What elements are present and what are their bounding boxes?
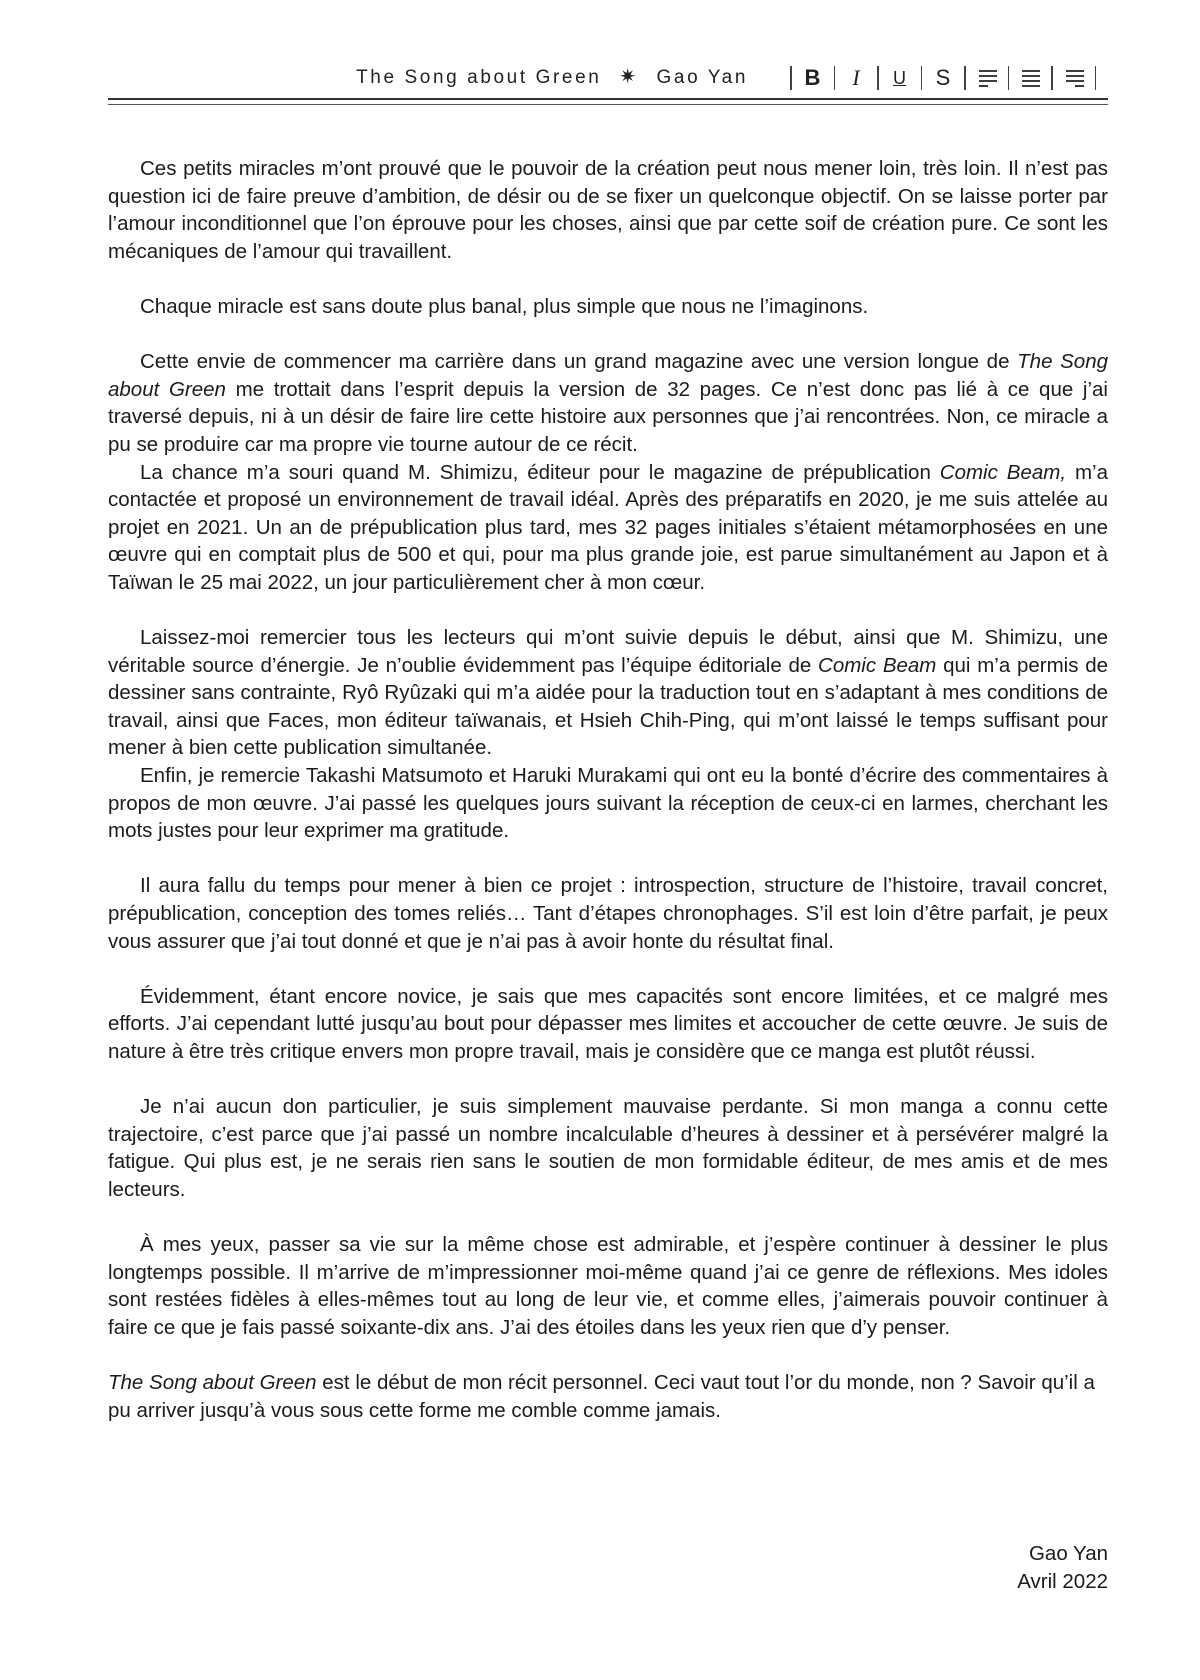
magazine-title-italic: Comic Beam — [818, 653, 937, 677]
underline-button[interactable]: U — [893, 68, 906, 88]
book-title-italic: The Song about Green — [108, 1371, 317, 1395]
align-justify-button[interactable] — [1021, 68, 1039, 88]
book-title: The Song about Green — [356, 67, 602, 88]
toolbar-divider — [1095, 66, 1097, 90]
align-right-button[interactable] — [1065, 68, 1083, 88]
document-body — [108, 155, 1108, 1424]
paragraph: Cette envie de commencer ma carrière dans un grand magazine avec une version longue de The Song about Green me trottait dans l’esprit depuis la version de 32 pages. Ce n’est donc pas lié à ce que j’ai traversé depuis, ni à un désir de faire lire cette histoire aux personnes que j’ai rencontrées. Non, ce miracle a pu se produire car ma propre vie tourne autour de ce récit. — [108, 350, 1108, 456]
paragraph: Ces petits miracles m’ont prouvé que le pouvoir de la création peut nous mener loin, très loin. Il n’est pas question ici de faire preuve d’ambition, de désir ou de se fixer un quelconque objectif. On se laisse porter par l’amour inconditionnel que l’on éprouve pour les choses, ainsi que par cette soif de création pure. Ce sont les mécaniques de l’amour qui travaillent. — [108, 157, 1108, 263]
book-title-italic: The Song about Green — [108, 350, 1108, 401]
paragraph: Chaque miracle est sans doute plus banal, plus simple que nous ne l’imaginons. — [140, 294, 869, 318]
paragraph: Laissez-moi remercier tous les lecteurs qui m’ont suivie depuis le début, ainsi que M. Shimizu, une véritable source d’énergie. Je n’oublie évidemment pas l’équipe éditoriale de Comic Beam qui m’a permis de dessiner sans contrainte, Ryô Ryûzaki qui m’a aidée pour la traduction tout en s’adaptant à mes conditions de travail, ainsi que Faces, mon éditeur taïwanais, et Hsieh Chih-Ping, qui m’ont laissé le temps suffisant pour mener à bien cette publication simultanée. — [108, 626, 1108, 760]
paragraph: Évidemment, étant encore novice, je sais que mes capacités sont encore limitées, et ce malgré mes efforts. J’ai cependant lutté jusqu’au bout pour dépasser mes limites et accoucher de cette œuvre. Je suis de nature à être très critique envers mon propre travail, mais je considère que ce manga est plutôt réussi. — [108, 984, 1108, 1063]
toolbar-divider — [1051, 66, 1053, 90]
toolbar-divider — [964, 66, 966, 90]
align-right-icon — [1065, 68, 1085, 88]
running-title — [356, 64, 748, 89]
paragraph: À mes yeux, passer sa vie sur la même chose est admirable, et j’espère continuer à dessiner le plus longtemps possible. Il m’arrive de m’impressionner moi-même quand j’ai ce genre de réflexions. Mes idoles sont restées fidèles à elles-mêmes tout au long de leur vie, et comme elles, j’aimerais pouvoir continuer à faire ce que je fais passé soixante-dix ans. J’ai des étoiles dans les yeux rien que d’y penser. — [108, 1233, 1108, 1339]
toolbar-divider — [1008, 66, 1010, 90]
signature-name: Gao Yan — [1028, 1542, 1108, 1565]
toolbar-divider — [834, 66, 836, 90]
align-justify-icon — [1021, 68, 1041, 88]
paragraph: Je n’ai aucun don particulier, je suis simplement mauvaise perdante. Si mon manga a connu cette trajectoire, c’est parce que j’ai passé un nombre incalculable d’heures à dessiner et à persévérer malgré la fatigue. Qui plus est, je ne serais rien sans le soutien de mon formidable éditeur, de mes amis et de mes lecteurs. — [108, 1095, 1108, 1201]
author-name: Gao Yan — [656, 67, 748, 88]
align-left-button[interactable] — [978, 68, 996, 88]
signature-block — [1017, 1540, 1108, 1595]
toolbar-divider — [877, 66, 879, 90]
paragraph: La chance m’a souri quand M. Shimizu, éditeur pour le magazine de prépublication Comic Beam, m’a contactée et proposé un environnement de travail idéal. Après des préparatifs en 2020, je me suis attelée au projet en 2021. Un an de prépublication plus tard, mes 32 pages initiales s’étaient métamorphosées en une œuvre qui en comptait plus de 500 et qui, pour ma plus grande joie, est parue simultanément au Japon et à Taïwan le 25 mai 2022, un jour particulièrement cher à mon cœur. — [108, 460, 1108, 594]
toolbar-divider — [921, 66, 923, 90]
paragraph: The Song about Green est le début de mon récit personnel. Ceci vaut tout l’or du monde, non ? Savoir qu’il a pu arriver jusqu’à vous sous cette forme me comble comme jamais. — [108, 1371, 1095, 1422]
signature-date: Avril 2022 — [1017, 1569, 1108, 1593]
header-rule-thick — [108, 98, 1108, 100]
paragraph: Il aura fallu du temps pour mener à bien ce projet : introspection, structure de l’histoire, travail concret, prépublication, conception des tomes reliés… Tant d’étapes chronophages. S’il est loin d’être parfait, je peux vous assurer que j’ai tout donné et que je n’ai pas à avoir honte du résultat final. — [108, 874, 1108, 953]
header-rule-thin — [108, 104, 1108, 105]
paragraph: Enfin, je remercie Takashi Matsumoto et Haruki Murakami qui ont eu la bonté d’écrire des commentaires à propos de mon œuvre. J’ai passé les quelques jours suivant la réception de ceux-ci en larmes, cherchant les mots justes pour leur exprimer ma gratitude. — [108, 764, 1108, 843]
magazine-title-italic: Comic Beam, — [939, 460, 1067, 484]
italic-button[interactable]: I — [852, 65, 860, 90]
align-left-icon — [978, 68, 998, 88]
bold-button[interactable]: B — [804, 65, 821, 90]
format-toolbar — [778, 64, 1108, 92]
page-header — [108, 58, 1108, 102]
sunburst-icon: ✷ — [619, 66, 639, 88]
toolbar-divider — [790, 66, 792, 90]
strikethrough-button[interactable]: S — [935, 65, 951, 90]
